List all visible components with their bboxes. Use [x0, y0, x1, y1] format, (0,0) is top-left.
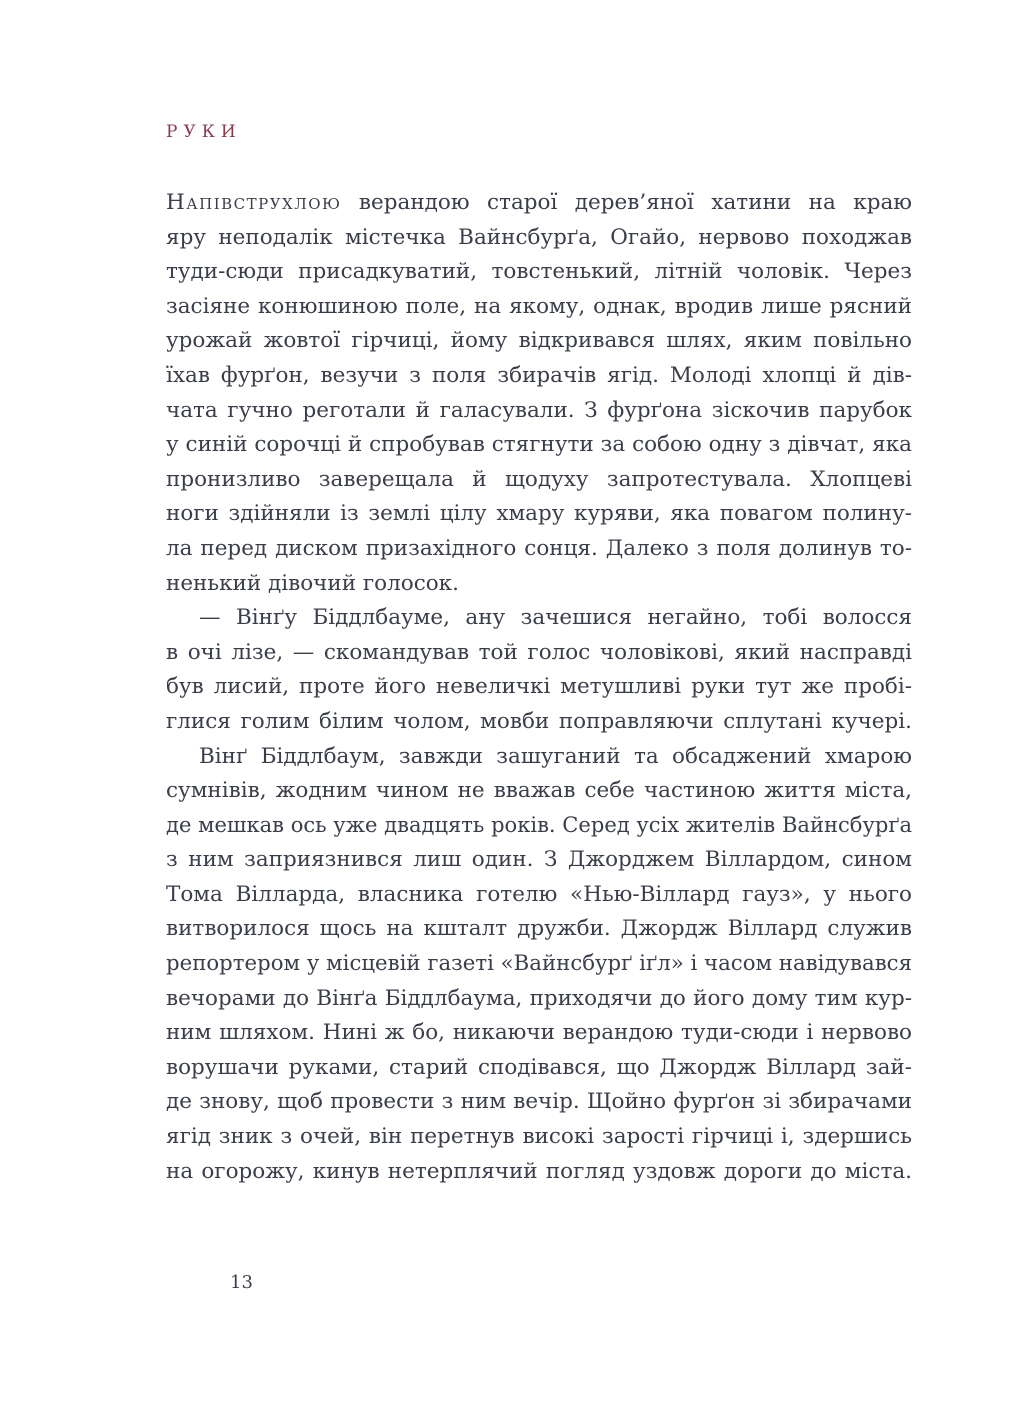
lead-word: Напівструхлою — [166, 190, 342, 215]
text-line: Тома Вілларда, власника готелю «Нью-Віллард гауз», у нього — [166, 881, 912, 907]
text-line: у синій сорочці й спробував стягнути за собою одну з дівчат, яка — [166, 432, 912, 458]
text-line: репортером у місцевій газеті «Вайнсбурґ іґл» і часом навідувався — [166, 951, 912, 977]
text-line: ягід зник з очей, він перетнув високі зарості гірчиці і, здершись — [166, 1124, 912, 1150]
text-line: глися голим білим чолом, мовби поправляючи сплутані кучері. — [166, 708, 912, 734]
text-line: витворилося щось на кшталт дружби. Джордж Віллард служив — [166, 916, 912, 942]
text-line: вечорами до Вінґа Біддлбаума, приходячи до його дому тим кур- — [166, 985, 912, 1011]
text-line: ла перед диском призахідного сонця. Далеко з поля долинув то- — [166, 535, 912, 561]
chapter-title: РУКИ — [166, 122, 242, 142]
text-line: яру неподалік містечка Вайнсбурґа, Огайо, нервово походжав — [166, 224, 912, 250]
text-line: сумнівів, жодним чином не вважав себе частиною життя міста, — [166, 778, 912, 804]
text-line: чата гучно реготали й галасували. З фурґона зіскочив парубок — [166, 397, 912, 423]
text-line: засіяне конюшиною поле, на якому, однак, вродив лише рясний — [166, 293, 912, 319]
text-line: був лисий, проте його невеличкі метушливі руки тут же пробі- — [166, 674, 912, 700]
text-line: де знову, щоб провести з ним вечір. Щойно фурґон зі збирачами — [166, 1089, 912, 1115]
body-text — [166, 186, 912, 1189]
text-line: ним шляхом. Нині ж бо, никаючи верандою туди-сюди і нервово — [166, 1020, 912, 1046]
text-line: — Вінґу Біддлбауме, ану зачешися негайно, тобі волосся — [199, 605, 912, 631]
text-line: Вінґ Біддлбаум, завжди зашуганий та обсаджений хмарою — [199, 743, 912, 769]
text-line: на огорожу, кинув нетерплячий погляд уздовж дороги до міста. — [166, 1158, 912, 1184]
text-line: ноги здійняли із землі цілу хмару куряви, яка повагом полину- — [166, 501, 912, 527]
text-line: ненький дівочий голосок. — [166, 570, 459, 596]
text-line: з ним заприязнився лиш один. З Джорджем Віллардом, сином — [166, 847, 912, 873]
text-line: ворушачи руками, старий сподівався, що Джордж Віллард зай- — [166, 1054, 912, 1080]
page-number: 13 — [230, 1272, 253, 1293]
text-line: туди-сюди присадкуватий, товстенький, літній чоловік. Через — [166, 259, 912, 285]
text-line: їхав фурґон, везучи з поля збирачів ягід. Молоді хлопці й дів- — [166, 362, 912, 388]
text-line: в очі лізе, — скомандував той голос чоловікові, який насправді — [166, 639, 912, 665]
text-line: урожай жовтої гірчиці, йому відкривався шлях, яким повільно — [166, 328, 912, 354]
text-line: пронизливо заверещала й щодуху запротестувала. Хлопцеві — [166, 466, 912, 492]
text-line: де мешкав ось уже двадцять років. Серед усіх жителів Вайнсбурґа — [166, 812, 912, 838]
text-line: Напівструхлою верандою старої дерев’яної хатини на краю — [166, 190, 912, 215]
